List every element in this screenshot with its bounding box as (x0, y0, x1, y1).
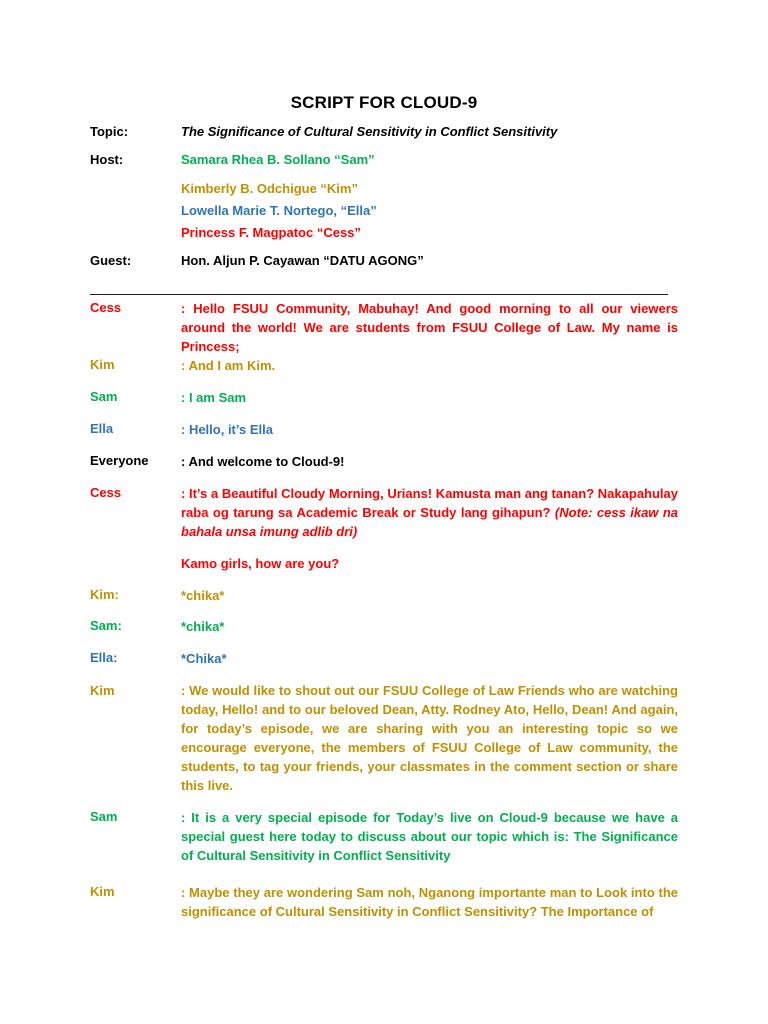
script-note: (Note: cess ikaw na bahala unsa imung adlib dri) (181, 505, 679, 539)
script-line: *chika* (181, 619, 225, 634)
topic-label: Topic: (90, 124, 129, 139)
script-line: *Chika* (181, 651, 227, 666)
speaker-label: Ella (90, 421, 114, 436)
speaker-label: Sam (90, 389, 118, 404)
script-line-text: : It’s a Beautiful Cloudy Morning, Urians! Kamusta man ang tanan? Nakapahulay raba og tarung sa Academic Break or Study lang gihapun? (181, 486, 678, 520)
script-line: : It is a very special episode for Today’s live on Cloud-9 because we have a special guest here today to discuss about our topic which is: The Significance of Cultural Sensitivity in Conflict Sensitivity (181, 810, 678, 863)
speaker-label: Kim (90, 683, 115, 698)
script-line: : And I am Kim. (181, 358, 276, 373)
speaker-label: Everyone (90, 453, 149, 468)
script-line: : I am Sam (181, 390, 247, 405)
guest-value: Hon. Aljun P. Cayawan “DATU AGONG” (181, 253, 424, 268)
script-line: : Hello, it’s Ella (181, 422, 273, 437)
page-title: SCRIPT FOR CLOUD-9 (290, 93, 478, 112)
script-line: *chika* (181, 588, 225, 603)
speaker-label: Kim (90, 357, 115, 372)
host-label: Host: (90, 152, 124, 167)
guest-label: Guest: (90, 253, 132, 268)
script-line: : Maybe they are wondering Sam noh, Nganong importante man to Look into the significance of Cultural Sensitivity in Conflict Sensitivity? The Importance of (181, 885, 678, 919)
divider-line (90, 294, 668, 295)
topic-value: The Significance of Cultural Sensitivity in Conflict Sensitivity (181, 124, 558, 139)
script-line: : And welcome to Cloud-9! (181, 454, 345, 469)
host-name-cess: Princess F. Magpatoc “Cess” (181, 225, 361, 240)
script-line: Kamo girls, how are you? (181, 556, 340, 571)
speaker-label: Sam (90, 809, 118, 824)
speaker-label: Cess (90, 300, 122, 315)
script-line (181, 484, 678, 541)
speaker-label: Ella: (90, 650, 118, 665)
host-name-sam: Samara Rhea B. Sollano “Sam” (181, 152, 375, 167)
speaker-label: Cess (90, 485, 122, 500)
script-line: : We would like to shout out our FSUU College of Law Friends who are watching today, Hello! and to our beloved Dean, Atty. Rodney Ato, Hello, Dean! And again, for today’s episode, we are sharing with you an interesting topic so we encourage everyone, the members of FSUU College of Law community, the students, to tag your friends, your classmates in the comment section or share this live. (181, 683, 678, 793)
script-line: : Hello FSUU Community, Mabuhay! And good morning to all our viewers around the world! We are students from FSUU College of Law. My name is Princess; (181, 301, 678, 354)
speaker-label: Sam: (90, 618, 122, 633)
host-name-kim: Kimberly B. Odchigue “Kim” (181, 181, 358, 196)
speaker-label: Kim (90, 884, 115, 899)
speaker-label: Kim: (90, 587, 119, 602)
host-name-ella: Lowella Marie T. Nortego, “Ella” (181, 203, 377, 218)
